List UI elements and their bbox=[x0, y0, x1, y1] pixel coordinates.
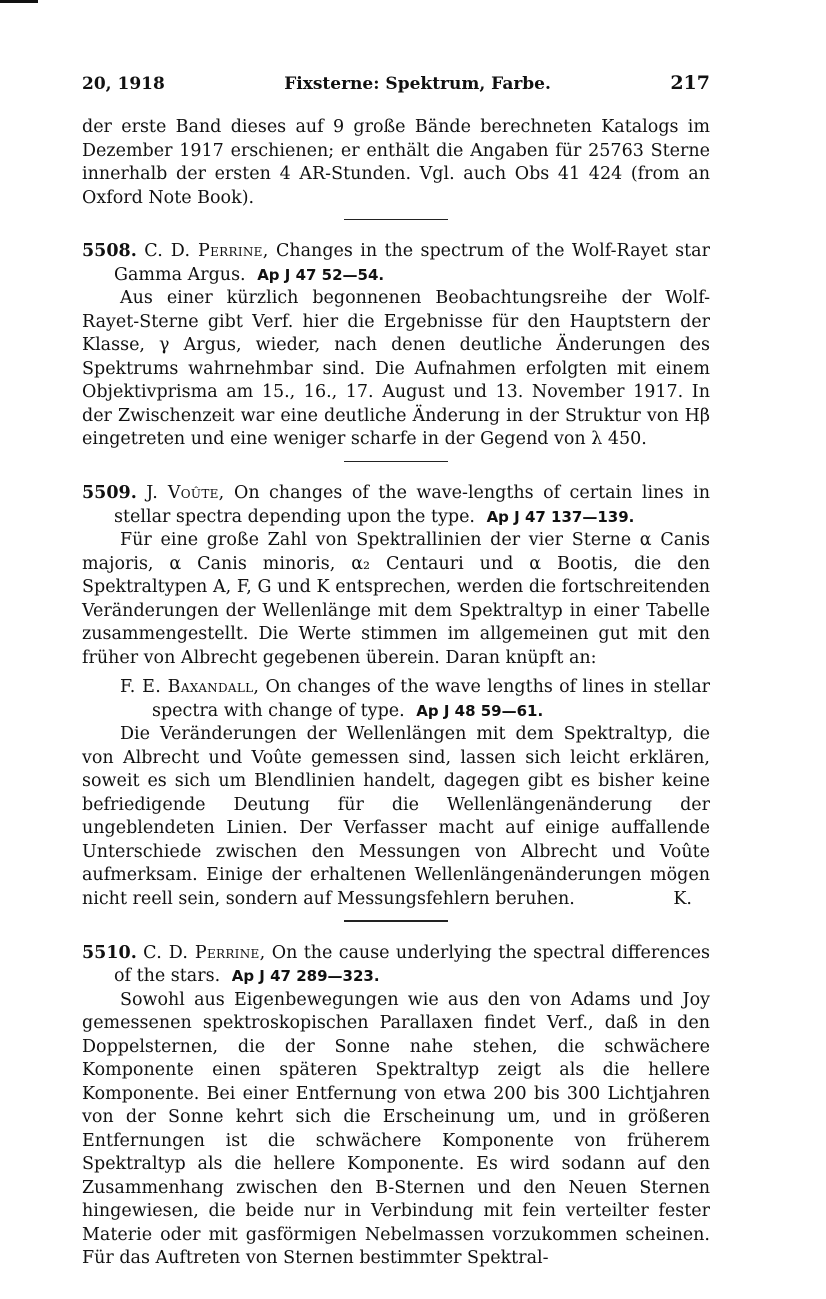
entry-reference: Ap J 47 137—139. bbox=[486, 507, 635, 526]
entry-reference: Ap J 47 52—54. bbox=[257, 265, 385, 284]
sub-entry-title: On changes of the wave lengths of lines in stellar spectra with change of type. bbox=[152, 677, 710, 721]
entry-author: C. D. Perrine, bbox=[144, 241, 269, 262]
page bbox=[82, 72, 710, 1271]
sub-entry-author: F. E. Baxandall, bbox=[120, 677, 260, 698]
divider bbox=[344, 461, 448, 462]
entry-abstract: Sowohl aus Eigenbewegungen wie aus den von Adams und Joy gemessenen spektroskopischen Parallaxen findet Verf., daß in den Doppelsternen, die der Sonne nahe stehen, die schwächere Komponente einen späteren Spektraltyp zeigt als die hellere Komponente. Bei einer Entfernung von etwa 200 bis 300 Lichtjahren von der Sonne kehrt sich die Erscheinung um, und in größeren Entfernungen ist die schwächere Komponente von früherem Spektraltyp als die hellere Komponente. Es wird sodann auf den Zusammenhang zwischen den B-Sternen und den Neuen Sternen hingewiesen, die beide nur in Verbindung mit fein verteilter fester Materie oder mit gasförmigen Nebelmassen vorzukommen scheinen. Für das Auftreten von Sternen bestimmter Spektral- bbox=[82, 989, 710, 1269]
sub-entry-heading bbox=[120, 676, 710, 723]
entry-5509 bbox=[82, 482, 710, 911]
sub-entry-abstract bbox=[82, 723, 710, 911]
entry-heading bbox=[82, 942, 710, 989]
entry-abstract: Aus einer kürzlich begonnenen Beobachtungsreihe der Wolf-Rayet-Sterne gibt Verf. hier die Ergebnisse für den Hauptstern der Klasse, γ Argus, wieder, nach denen deutliche Änderungen des Spektrums wahrnehmbar sind. Die Aufnahmen erfolgten mit einem Objektivprisma am 15., 16., 17. August und 13. November 1917. In der Zwischenzeit war eine deutliche Änderung in der Struktur von Hβ eingetreten und eine weniger scharfe in der Gegend von λ 450. bbox=[82, 288, 710, 450]
entry-title: On changes of the wave-lengths of certain lines in stellar spectra depending upon the type. bbox=[114, 483, 710, 527]
page-number: 217 bbox=[670, 72, 710, 94]
entry-title: On the cause underlying the spectral differences of the stars. bbox=[114, 942, 710, 987]
corner-mark bbox=[0, 0, 38, 3]
header-volume-year: 20, 1918 bbox=[82, 74, 165, 94]
divider bbox=[344, 219, 448, 220]
divider bbox=[344, 920, 448, 921]
entry-number: 5509. bbox=[82, 483, 137, 504]
entry-5508 bbox=[82, 240, 710, 452]
sub-entry-abstract-text: Die Veränderungen der Wellenlängen mit dem Spektraltyp, die von Albrecht und Voûte gemessen sind, lassen sich leicht erklären, soweit es sich um Blendlinien handelt, dagegen gibt es bisher keine befriedigende Deutung für die Wellenlängenänderung der ungeblendeten Linien. Der Verfasser macht auf einige auffallende Unterschiede zwischen den Messungen von Albrecht und Voûte aufmerksam. Einige der erhaltenen Wellenlängenänderungen mögen nicht reell sein, sondern auf Messungsfehlern beruhen. bbox=[82, 724, 710, 909]
intro-paragraph: der erste Band dieses auf 9 große Bände berechneten Katalogs im Dezember 1917 erschienen; er enthält die Angaben für 25763 Sterne innerhalb der ersten 4 AR-Stunden. Vgl. auch Obs 41 424 (from an Oxford Note Book). bbox=[82, 117, 710, 208]
entry-5510 bbox=[82, 942, 710, 1271]
entry-heading bbox=[82, 240, 710, 287]
entry-heading bbox=[82, 482, 710, 529]
sub-entry-reference: Ap J 48 59—61. bbox=[416, 701, 544, 720]
entry-author: J. Voûte, bbox=[146, 483, 225, 504]
entry-number: 5508. bbox=[82, 241, 137, 262]
reviewer-signature: K. bbox=[673, 888, 692, 909]
entry-abstract: Für eine große Zahl von Spektrallinien der vier Sterne α Canis majoris, α Canis minoris, α₂ Centauri und α Bootis, die den Spektraltypen A, F, G und K entsprechen, werden die fortschreitenden Veränderungen der Wellenlänge mit dem Spektraltyp in einer Tabelle zusammengestellt. Die Werte stimmen im allgemeinen gut mit den früher von Albrecht gegebenen überein. Daran knüpft an: bbox=[82, 530, 710, 668]
entry-number: 5510. bbox=[82, 942, 137, 963]
running-head bbox=[82, 72, 710, 102]
entry-reference: Ap J 47 289—323. bbox=[231, 967, 380, 986]
entry-author: C. D. Perrine, bbox=[143, 942, 266, 963]
header-section-title: Fixsterne: Spektrum, Farbe. bbox=[284, 74, 551, 94]
entry-title: Changes in the spectrum of the Wolf-Rayet star Gamma Argus. bbox=[114, 241, 710, 285]
